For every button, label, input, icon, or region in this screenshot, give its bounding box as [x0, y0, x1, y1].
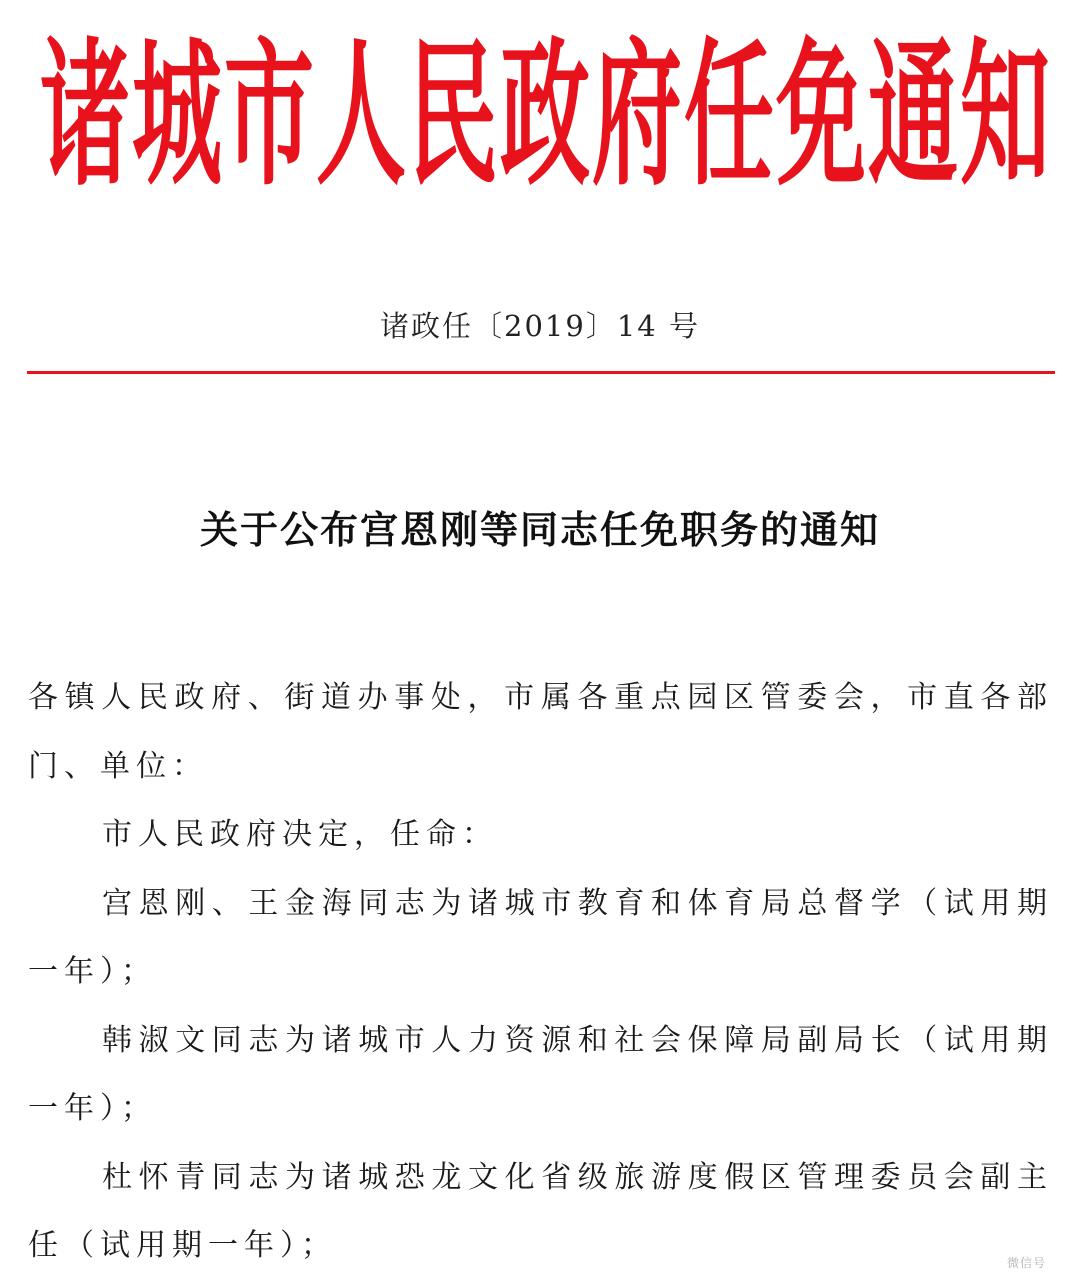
watermark: 微信号 — [1006, 1256, 1046, 1270]
addressee: 各镇人民政府、街道办事处，市属各重点园区管委会，市直各部门、单位： — [28, 680, 1053, 784]
document-body — [28, 664, 1053, 1281]
red-divider-line — [27, 371, 1055, 374]
document-number: 诸政任〔2019〕14 号 — [380, 309, 700, 343]
masthead-title: 诸城市人民政府任免通知 — [40, 24, 1052, 208]
paragraph-appointment-3: 杜怀青同志为诸城恐龙文化省级旅游度假区管理委员会副主任（试用期一年）； — [28, 1159, 1053, 1263]
paragraph-appointment-2: 韩淑文同志为诸城市人力资源和社会保障局副局长（试用期一年）； — [28, 1022, 1053, 1126]
paragraph-appointment-1: 宫恩刚、王金海同志为诸城市教育和体育局总督学（试用期一年）； — [28, 885, 1053, 989]
paragraph-decision: 市人民政府决定，任命： — [102, 817, 498, 852]
document-title: 关于公布宫恩刚等同志任免职务的通知 — [199, 507, 880, 552]
